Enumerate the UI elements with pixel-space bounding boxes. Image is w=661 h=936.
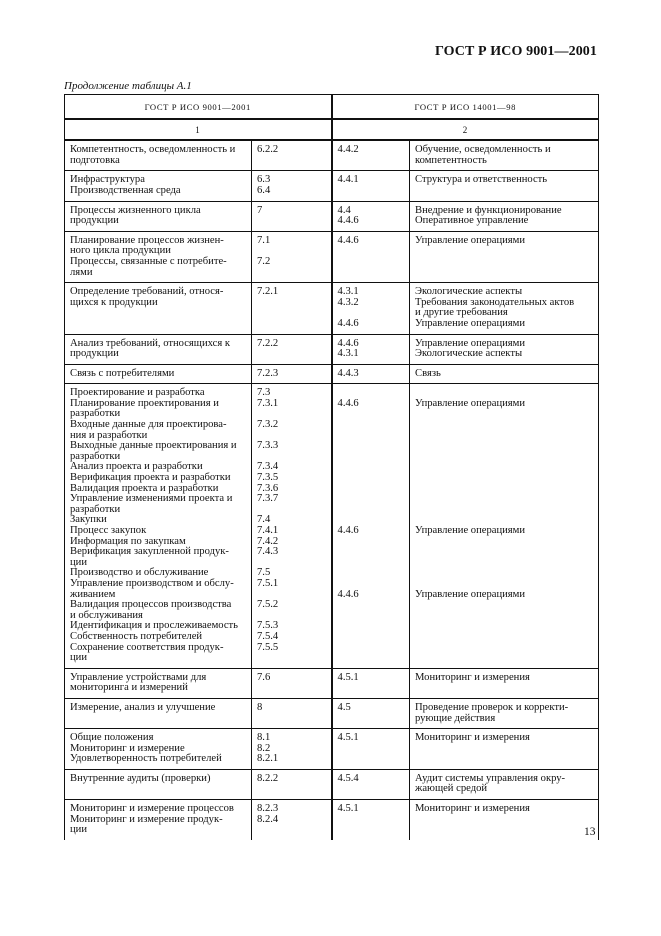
- cell-text-line: Мониторинг и измерения: [415, 671, 530, 683]
- document-standard-title: ГОСТ Р ИСО 9001—2001: [434, 44, 597, 59]
- iso14001-requirement-cell: [410, 668, 599, 698]
- cell-text-line: Компетентность, осведомленность и: [70, 144, 236, 156]
- cell-text-line: 7.2: [257, 255, 271, 267]
- table-row: [65, 334, 599, 364]
- table-row: [65, 729, 599, 770]
- cell-text-line: 6.4: [257, 184, 271, 196]
- cell-text-line: 4.5.4: [337, 772, 359, 784]
- cell-text-line: продукции: [70, 215, 119, 227]
- cell-text-line: Анализ проекта и разработки: [70, 461, 203, 473]
- cell-text-line: [415, 462, 594, 473]
- cell-text-line: Валидация проекта и разработки: [70, 482, 219, 494]
- cell-text-line: разработки: [70, 408, 121, 420]
- cell-text-line: [415, 409, 594, 420]
- cell-text-line: 7.3.7: [257, 493, 279, 505]
- iso14001-clause-cell: [332, 668, 410, 698]
- cell-text-line: Мониторинг и измерение процессов: [70, 803, 234, 815]
- table-column-number-row: [65, 119, 599, 141]
- cell-text-line: Мониторинг и измерение продук-: [70, 813, 223, 825]
- cell-text-line: 4.4.6: [337, 337, 359, 349]
- iso9001-requirement-cell: [65, 698, 252, 728]
- iso9001-clause-cell: [252, 334, 332, 364]
- cell-text-line: Идентификация и прослеживаемость: [70, 620, 239, 632]
- cell-text-line: и обслуживания: [70, 609, 143, 621]
- cell-text-line: [415, 494, 594, 505]
- cell-text-line: подготовка: [70, 154, 120, 166]
- cell-text-line: 4.3.1: [337, 348, 359, 360]
- cell-text-line: лями: [70, 266, 93, 278]
- page-number: 13: [584, 826, 596, 838]
- cell-text-line: 7.6: [257, 671, 271, 683]
- iso9001-requirement-cell: [65, 201, 252, 231]
- cell-text-line: [338, 547, 406, 558]
- cell-text-line: 7.4.3: [257, 546, 279, 558]
- cell-text-line: [415, 484, 594, 495]
- iso9001-clause-cell: [252, 201, 332, 231]
- table-row: [65, 231, 599, 282]
- table-row: [65, 769, 599, 799]
- iso9001-requirement-cell: [65, 800, 252, 840]
- cell-text-line: [338, 558, 406, 569]
- cell-text-line: Информация по закупкам: [70, 535, 186, 547]
- cell-text-line: 7: [257, 204, 263, 216]
- cell-text-line: 8.2.2: [257, 772, 279, 784]
- iso9001-requirement-cell: [65, 769, 252, 799]
- cell-text-line: [338, 462, 406, 473]
- cell-text-line: 7.3.5: [257, 472, 279, 484]
- cell-text-line: 4.4.6: [337, 215, 359, 227]
- cell-text-line: Требования законодательных актов: [415, 296, 575, 308]
- cell-text-line: Структура и ответственность: [415, 174, 548, 186]
- cell-text-line: 4.5.1: [337, 671, 359, 683]
- cell-text-line: Управление операциями: [415, 397, 526, 409]
- cell-text-line: Управление изменениями проекта и: [70, 493, 233, 505]
- iso14001-requirement-cell: [410, 334, 599, 364]
- cell-text-line: 7.5.5: [257, 641, 279, 653]
- cell-text-line: Планирование проектирования и: [70, 397, 219, 409]
- iso9001-requirement-cell: [65, 334, 252, 364]
- iso14001-clause-cell: [332, 698, 410, 728]
- iso14001-requirement-cell: [410, 769, 599, 799]
- cell-text-line: Проектирование и разработка: [70, 387, 205, 399]
- cell-text-line: Управление операциями: [415, 234, 526, 246]
- cell-text-line: 7.4.2: [257, 535, 279, 547]
- iso14001-clause-cell: [332, 140, 410, 171]
- iso14001-clause-cell: [332, 364, 410, 384]
- cell-text-line: 4.4.6: [337, 397, 359, 409]
- iso9001-clause-cell: [252, 140, 332, 171]
- cell-text-line: 4.5: [337, 701, 351, 713]
- table-row: [65, 171, 599, 201]
- cell-text-line: Управление операциями: [415, 588, 526, 600]
- cell-text-line: Удовлетворенность потребителей: [70, 753, 222, 765]
- iso9001-clause-cell: [252, 171, 332, 201]
- cell-text-line: Оперативное управление: [415, 215, 529, 227]
- cell-text-line: 7.3: [257, 387, 271, 399]
- iso9001-requirement-cell: [65, 668, 252, 698]
- iso9001-clause-cell: [252, 668, 332, 698]
- cell-text-line: 6.3: [257, 174, 271, 186]
- cell-text-line: Собственность потребителей: [70, 630, 203, 642]
- iso14001-requirement-cell: [410, 729, 599, 770]
- cell-text-line: продукции: [70, 348, 119, 360]
- cell-text-line: Верификация закупленной продук-: [70, 546, 229, 558]
- table-row: [65, 800, 599, 840]
- cell-text-line: компетентность: [415, 154, 487, 166]
- cell-text-line: Производственная среда: [70, 184, 181, 196]
- iso14001-clause-cell: [332, 769, 410, 799]
- cell-text-line: 7.5: [257, 567, 271, 579]
- cell-text-line: [415, 452, 594, 463]
- table-caption: Продолжение таблицы А.1: [64, 80, 192, 92]
- cell-text-line: 4.4.2: [337, 144, 359, 156]
- cell-text-line: 7.5.2: [257, 599, 279, 611]
- table-group-header-row: [65, 95, 599, 119]
- cell-text-line: Мониторинг и измерения: [415, 732, 530, 744]
- table-row: [65, 140, 599, 171]
- cell-text-line: ции: [70, 652, 88, 664]
- cell-text-line: [338, 431, 406, 442]
- cell-text-line: [415, 473, 594, 484]
- cell-text-line: [338, 409, 406, 420]
- cell-text-line: [338, 473, 406, 484]
- cell-text-line: Проведение проверок и корректи-: [415, 701, 569, 713]
- table-row: [65, 668, 599, 698]
- iso14001-requirement-cell: [410, 171, 599, 201]
- iso14001-clause-cell: [332, 201, 410, 231]
- table-row: [65, 283, 599, 334]
- cell-text-line: Управление операциями: [415, 525, 526, 536]
- cell-text-line: [415, 547, 594, 558]
- cell-text-line: 7.3.2: [257, 419, 279, 431]
- cell-text-line: Измерение, анализ и улучшение: [70, 701, 216, 713]
- iso9001-requirement-cell: [65, 384, 252, 668]
- cell-text-line: [415, 420, 594, 431]
- cell-text-line: Процесс закупок: [70, 525, 147, 536]
- cell-text-line: Управление устройствами для: [70, 671, 207, 683]
- cell-text-line: Выходные данные проектирования и: [70, 440, 237, 452]
- cell-text-line: 7.3.1: [257, 397, 279, 409]
- cell-text-line: [415, 568, 594, 579]
- iso9001-clause-cell: [252, 769, 332, 799]
- cell-text-line: 4.5.1: [337, 803, 359, 815]
- cell-text-line: Связь с потребителями: [70, 367, 175, 379]
- cell-text-line: Управление операциями: [415, 317, 526, 329]
- cell-text-line: Связь: [415, 367, 441, 379]
- cell-text-line: 7.2.3: [257, 367, 279, 379]
- cell-text-line: Внутренние аудиты (проверки): [70, 772, 211, 784]
- cell-text-line: [415, 505, 594, 516]
- cell-text-line: ции: [70, 556, 88, 568]
- cell-text-line: Мониторинг и измерения: [415, 803, 530, 815]
- table-row: [65, 698, 599, 728]
- iso9001-clause-cell: [252, 283, 332, 334]
- cell-text-line: живанием: [70, 588, 116, 600]
- iso14001-clause-cell: [332, 283, 410, 334]
- cell-text-line: Общие положения: [70, 732, 154, 744]
- cell-text-line: Экологические аспекты: [415, 286, 523, 298]
- cell-text-line: ции: [70, 824, 88, 836]
- iso9001-requirement-cell: [65, 364, 252, 384]
- iso9001-requirement-cell: [65, 231, 252, 282]
- cell-text-line: 4.4.1: [337, 174, 359, 186]
- cell-text-line: Процессы жизненного цикла: [70, 204, 201, 216]
- cell-text-line: Управление производством и обслу-: [70, 577, 234, 589]
- cell-text-line: 4.4: [337, 204, 351, 216]
- iso14001-requirement-cell: [410, 231, 599, 282]
- cell-text-line: 7.5.4: [257, 630, 279, 642]
- cell-text-line: Управление операциями: [415, 337, 526, 349]
- cell-text-line: 6.2.2: [257, 144, 279, 156]
- cell-text-line: [415, 441, 594, 452]
- cell-text-line: ния и разработки: [70, 429, 148, 441]
- iso14001-clause-cell: [332, 334, 410, 364]
- iso9001-requirement-cell: [65, 283, 252, 334]
- cell-text-line: 4.4.3: [337, 367, 359, 379]
- cell-text-line: 4.4.6: [337, 588, 359, 600]
- cell-text-line: Мониторинг и измерение: [70, 742, 185, 754]
- column-number-2: 2: [332, 119, 599, 141]
- table-row: [65, 201, 599, 231]
- cell-text-line: Аудит системы управления окру-: [415, 772, 566, 784]
- iso9001-requirement-cell: [65, 729, 252, 770]
- cell-text-line: Производство и обслуживание: [70, 567, 209, 579]
- cell-text-line: 7.4.1: [257, 525, 279, 536]
- cell-text-line: ного цикла продукции: [70, 245, 171, 257]
- table-row: [65, 364, 599, 384]
- iso14001-requirement-cell: [410, 698, 599, 728]
- group-header-iso9001: ГОСТ Р ИСО 9001—2001: [65, 95, 332, 119]
- cell-text-line: Валидация процессов производства: [70, 599, 232, 611]
- iso9001-clause-cell: [252, 231, 332, 282]
- cell-text-line: Обучение, осведомленность и: [415, 144, 551, 156]
- iso14001-requirement-cell: [410, 364, 599, 384]
- correspondence-table: [64, 94, 599, 840]
- cell-text-line: 4.3.1: [337, 286, 359, 298]
- cell-text-line: 7.1: [257, 234, 271, 246]
- cell-text-line: 7.3.4: [257, 461, 279, 473]
- group-header-iso14001: ГОСТ Р ИСО 14001—98: [332, 95, 599, 119]
- cell-text-line: 4.5.1: [337, 732, 359, 744]
- cell-text-line: 4.4.6: [337, 525, 359, 536]
- cell-text-line: 8: [257, 701, 263, 713]
- cell-text-line: 8.1: [257, 732, 271, 744]
- cell-text-line: Закупки: [70, 514, 107, 526]
- cell-text-line: 8.2.4: [257, 813, 279, 825]
- cell-text-line: [415, 579, 594, 590]
- iso14001-requirement-cell: [410, 384, 599, 668]
- iso9001-clause-cell: [252, 800, 332, 840]
- iso14001-clause-cell: [332, 171, 410, 201]
- iso9001-requirement-cell: [65, 140, 252, 171]
- cell-text-line: 4.4.6: [337, 234, 359, 246]
- cell-text-line: 8.2.3: [257, 803, 279, 815]
- iso14001-clause-cell: [332, 729, 410, 770]
- cell-text-line: и другие требования: [415, 307, 508, 319]
- cell-text-line: [338, 505, 406, 516]
- cell-text-line: мониторинга и измерений: [70, 682, 188, 694]
- cell-text-line: жающей средой: [415, 783, 488, 795]
- cell-text-line: Сохранение соответствия продук-: [70, 641, 224, 653]
- cell-text-line: 7.5.3: [257, 620, 279, 632]
- cell-text-line: [338, 579, 406, 590]
- iso14001-requirement-cell: [410, 283, 599, 334]
- cell-text-line: разработки: [70, 450, 121, 462]
- cell-text-line: [338, 441, 406, 452]
- iso9001-requirement-cell: [65, 171, 252, 201]
- iso9001-clause-cell: [252, 698, 332, 728]
- cell-text-line: Внедрение и функционирование: [415, 204, 562, 216]
- cell-text-line: [338, 484, 406, 495]
- cell-text-line: [415, 431, 594, 442]
- cell-text-line: [338, 452, 406, 463]
- cell-text-line: Входные данные для проектирова-: [70, 419, 227, 431]
- cell-text-line: [338, 537, 406, 548]
- iso14001-clause-cell: [332, 800, 410, 840]
- iso14001-requirement-cell: [410, 800, 599, 840]
- cell-text-line: [415, 558, 594, 569]
- cell-text-line: [338, 568, 406, 579]
- iso14001-requirement-cell: [410, 201, 599, 231]
- cell-text-line: 7.4: [257, 514, 271, 526]
- cell-text-line: рующие действия: [415, 712, 496, 724]
- cell-text-line: [415, 537, 594, 548]
- cell-text-line: [338, 494, 406, 505]
- cell-text-line: Планирование процессов жизнен-: [70, 234, 224, 246]
- cell-text-line: 7.2.1: [257, 286, 279, 298]
- cell-text-line: 7.3.6: [257, 482, 279, 494]
- cell-text-line: 8.2: [257, 742, 271, 754]
- column-number-1: 1: [65, 119, 332, 141]
- cell-text-line: 8.2.1: [257, 753, 279, 765]
- cell-text-line: щихся к продукции: [70, 296, 158, 308]
- cell-text-line: 4.3.2: [337, 296, 359, 308]
- cell-text-line: Процессы, связанные с потребите-: [70, 255, 227, 267]
- cell-text-line: Инфраструктура: [70, 174, 145, 186]
- cell-text-line: 4.4.6: [337, 317, 359, 329]
- cell-text-line: Экологические аспекты: [415, 348, 523, 360]
- cell-text-line: 7.3.3: [257, 440, 279, 452]
- iso14001-clause-cell: [332, 384, 410, 668]
- cell-text-line: Анализ требований, относящихся к: [70, 337, 230, 349]
- cell-text-line: разработки: [70, 503, 121, 515]
- cell-text-line: [338, 420, 406, 431]
- iso9001-clause-cell: [252, 384, 332, 668]
- table-row: [65, 384, 599, 668]
- cell-text-line: 7.2.2: [257, 337, 279, 349]
- iso9001-clause-cell: [252, 364, 332, 384]
- table-body: [65, 140, 599, 840]
- iso9001-clause-cell: [252, 729, 332, 770]
- iso14001-requirement-cell: [410, 140, 599, 171]
- cell-text-line: Определение требований, относя-: [70, 286, 224, 298]
- cell-text-line: 7.5.1: [257, 577, 279, 589]
- iso14001-clause-cell: [332, 231, 410, 282]
- cell-text-line: Верификация проекта и разработки: [70, 472, 231, 484]
